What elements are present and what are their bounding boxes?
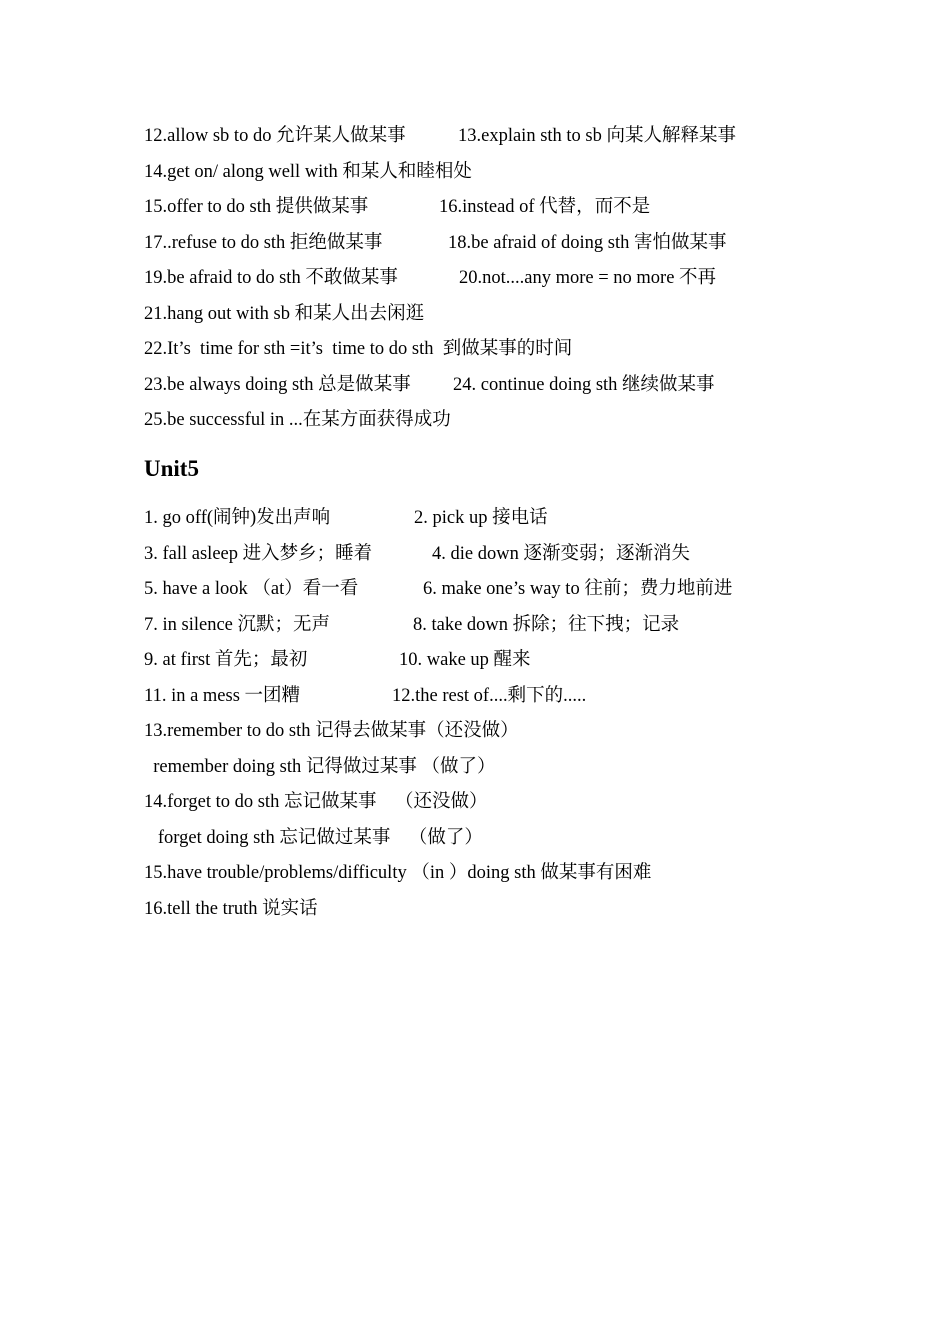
phrase-left: 14.forget to do sth 忘记做某事 （还没做） (144, 792, 488, 812)
phrase-left: 19.be afraid to do sth 不敢做某事 (144, 268, 398, 288)
phrase-right: 8. take down 拆除；往下拽；记录 (413, 615, 680, 635)
phrase-right: 20.not....any more = no more 不再 (459, 268, 717, 288)
phrase-left: 22.It’s time for sth =it’s time to do sth 到做某事的时间 (144, 339, 573, 359)
phrase-left: 13.remember to do sth 记得去做某事（还没做） (144, 721, 519, 741)
phrase-row (144, 898, 318, 964)
phrase-left: 25.be successful in ...在某方面获得成功 (144, 410, 451, 430)
phrase-left: 17..refuse to do sth 拒绝做某事 (144, 233, 383, 253)
phrase-left: 21.hang out with sb 和某人出去闲逛 (144, 304, 425, 324)
phrase-right: 24. continue doing sth 继续做某事 (453, 375, 715, 395)
phrase-left: 12.allow sb to do 允许某人做某事 (144, 126, 406, 146)
phrase-right: 2. pick up 接电话 (414, 508, 548, 528)
phrase-left: 5. have a look （at）看一看 (144, 579, 359, 599)
phrase-left: 11. in a mess 一团糟 (144, 686, 301, 706)
phrase-right: 16.instead of 代替，而不是 (439, 197, 651, 217)
phrase-left: forget doing sth 忘记做过某事 （做了） (144, 828, 483, 848)
phrase-left: 15.offer to do sth 提供做某事 (144, 197, 369, 217)
phrase-right: 13.explain sth to sb 向某人解释某事 (458, 126, 737, 146)
phrase-left: 23.be always doing sth 总是做某事 (144, 375, 411, 395)
phrase-left: 15.have trouble/problems/difficulty （in ）doing sth 做某事有困难 (144, 863, 652, 883)
phrase-right: 4. die down 逐渐变弱；逐渐消失 (432, 544, 690, 564)
phrase-right: 12.the rest of....剩下的..... (392, 686, 587, 706)
phrase-right: 6. make one’s way to 往前；费力地前进 (423, 579, 733, 599)
unit-heading: Unit5 (144, 456, 199, 481)
phrase-left: 7. in silence 沉默；无声 (144, 615, 331, 635)
phrase-left: 16.tell the truth 说实话 (144, 899, 318, 919)
phrase-left: 14.get on/ along well with 和某人和睦相处 (144, 162, 472, 182)
phrase-left: 3. fall asleep 进入梦乡；睡着 (144, 544, 373, 564)
phrase-left: 1. go off(闹钟)发出声响 (144, 508, 331, 528)
phrase-left: remember doing sth 记得做过某事 （做了） (144, 757, 496, 777)
phrase-right: 18.be afraid of doing sth 害怕做某事 (448, 233, 727, 253)
phrase-right: 10. wake up 醒来 (399, 650, 531, 670)
phrase-left: 9. at first 首先；最初 (144, 650, 308, 670)
